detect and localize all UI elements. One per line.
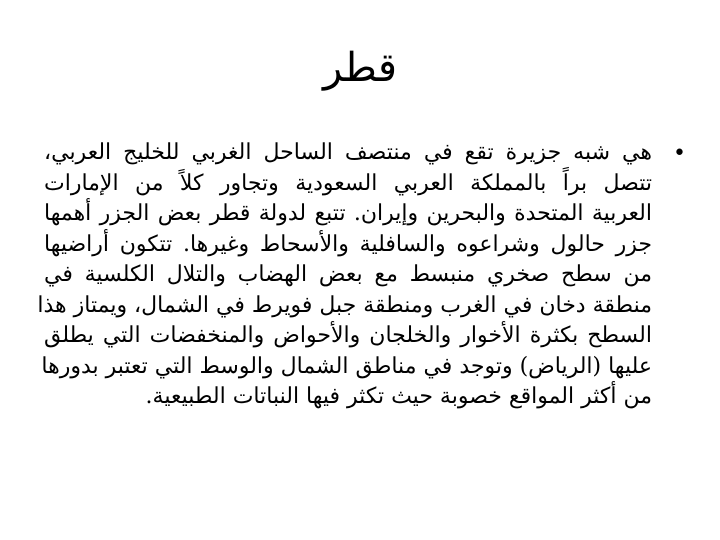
bullet-item: [37, 138, 690, 413]
paragraph-line: السطح بكثرة الأخوار والخلجان والأحواض والمنخفضات التي يطلق: [44, 323, 652, 348]
bullet-paragraph: [37, 138, 652, 413]
paragraph-line: من أكثر المواقع خصوبة حيث تكثر فيها النباتات الطبيعية.: [145, 384, 652, 409]
paragraph-line: جزر حالول وشراعوه والسافلية والأسحاط وغيرها. تتكون أراضيها: [44, 231, 652, 257]
paragraph-line: تتصل براً بالمملكة العربي السعودية وتجاور كلاً من الإمارات: [44, 170, 652, 196]
paragraph-line: هي شبه جزيرة تقع في منتصف الساحل الغربي للخليج العربي،: [44, 140, 652, 165]
paragraph-line: منطقة دخان في الغرب ومنطقة جبل فويرط في الشمال، ويمتاز هذا: [37, 292, 652, 318]
paragraph-line: العربية المتحدة والبحرين وإيران. تتبع لدولة قطر بعض الجزر أهمها: [44, 201, 652, 226]
paragraph-line: عليها (الرياض) وتوجد في مناطق الشمال والوسط التي تعتبر بدورها: [41, 353, 652, 379]
paragraph-line: من سطح صخري منبسط مع بعض الهضاب والتلال الكلسية في: [44, 262, 652, 287]
slide-body: [37, 138, 690, 413]
slide-title: قطر: [322, 45, 397, 91]
bullet-icon: •: [673, 141, 686, 166]
